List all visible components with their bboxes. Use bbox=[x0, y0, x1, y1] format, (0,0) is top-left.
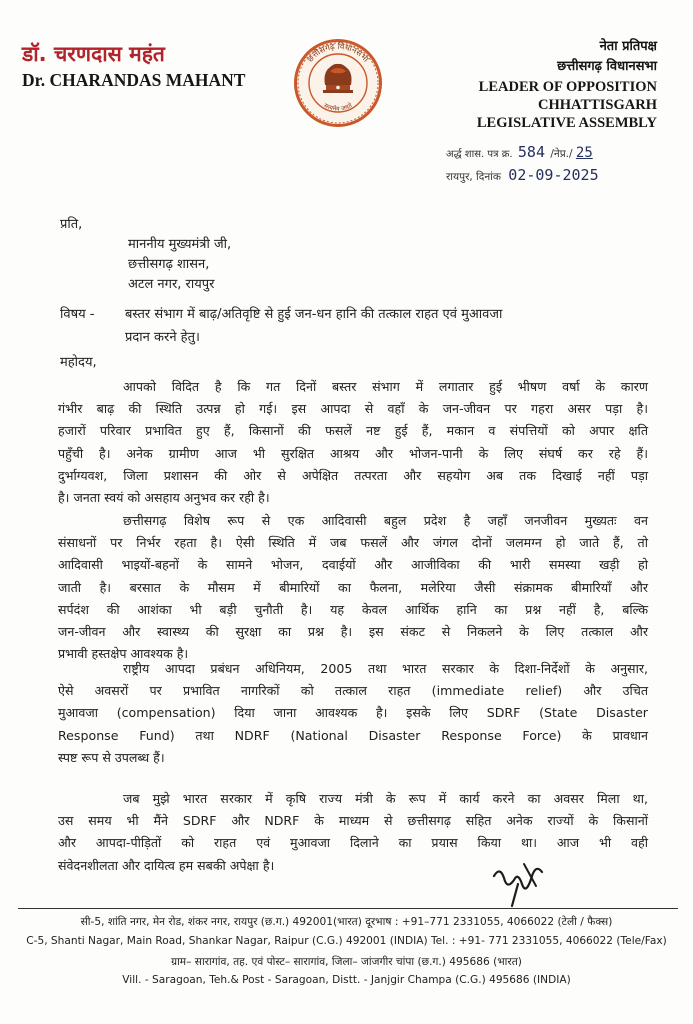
letter-date bbox=[446, 166, 599, 184]
addressee-line: अटल नगर, रायपुर bbox=[128, 277, 215, 292]
designation-hindi: नेता प्रतिपक्ष bbox=[599, 39, 657, 54]
footer-address-english: C-5, Shanti Nagar, Main Road, Shankar Nagar, Raipur (C.G.) 492001 (INDIA) Tel. : +91- 771 2331055, 4066022 (Tele/Fax) bbox=[26, 935, 667, 947]
emblem-ring-text: छत्तीसगढ़ विधानसभा bbox=[304, 40, 372, 64]
paragraph-line: छत्तीसगढ़ विशेष रूप से एक आदिवासी बहुल प्रदेश है जहाँ जनजीवन मुख्यतः वन bbox=[123, 513, 648, 528]
state-english: CHHATTISGARH bbox=[538, 97, 657, 113]
paragraph-line: आदिवासी भाइयों-बहनों के सामने भोजन, दवाईयों और आजीविका की भारी समस्या खड़ी हो bbox=[58, 557, 648, 573]
paragraph-line: हजारों परिवार प्रभावित हुए हैं, किसानों की फसलें नष्ट हुई हैं, मकान व संपत्तियों को अपार क्षति bbox=[58, 423, 648, 439]
paragraph-line: Response Fund) तथा NDRF (National Disaster Response Force) के प्रावधान bbox=[58, 727, 648, 743]
paragraph-line: गंभीर बाढ़ की स्थिति उत्पन्न हो गई। इस आपदा से वहाँ के जन-जीवन पर गहरा असर पड़ा है। bbox=[58, 401, 648, 417]
subject-line: बस्तर संभाग में बाढ़/अतिवृष्टि से हुई जन-धन हानि की तत्काल राहत एवं मुआवजा bbox=[125, 307, 503, 322]
footer-village-english: Vill. - Saragoan, Teh.& Post - Saragoan, Distt. - Janjgir Champa (C.G.) 495686 (INDIA) bbox=[122, 974, 571, 986]
sender-name-english: Dr. CHARANDAS MAHANT bbox=[22, 70, 246, 90]
date-value: 02-09-2025 bbox=[508, 166, 599, 184]
paragraph-line: प्रभावी हस्तक्षेप आवश्यक है। bbox=[58, 646, 189, 662]
salutation: महोदय, bbox=[60, 355, 97, 370]
assembly-emblem bbox=[292, 37, 384, 129]
paragraph-line: सर्पदंश की आशंका भी बड़ी चुनौती है। यह केवल आर्थिक हानि का प्रश्न नहीं है, बल्कि bbox=[58, 601, 648, 617]
addressee-line: छत्तीसगढ़ शासन, bbox=[128, 257, 210, 272]
subject-label: विषय - bbox=[60, 307, 95, 322]
date-label: रायपुर, दिनांक bbox=[446, 171, 501, 183]
reference-label: अर्द्ध शास. पत्र क्र. bbox=[446, 149, 513, 160]
paragraph-line: मुआवजा (compensation) दिया जाना आवश्यक है। इसके लिए SDRF (State Disaster bbox=[58, 705, 648, 721]
body-paragraph bbox=[58, 510, 648, 665]
paragraph-line: और आपदा-पीड़ितों को राहत एवं मुआवजा दिलाने का प्रयास किया था। आज भी वही bbox=[58, 835, 648, 851]
footer-address-hindi: सी-5, शांति नगर, मेन रोड, शंकर नगर, रायपुर (छ.ग.) 492001(भारत) दूरभाष : +91–771 2331055, 4066022 (टेली / फैक्स) bbox=[80, 916, 613, 928]
reference-number-value: 584 bbox=[517, 143, 545, 161]
sender-name-hindi: डॉ. चरणदास महंत bbox=[22, 42, 165, 66]
body-paragraph bbox=[58, 658, 648, 769]
paragraph-line: दुर्भाग्यवश, जिला प्रशासन की ओर से अपेक्षित तत्परता और सहयोग अब तक दिखाई नहीं पड़ा bbox=[58, 467, 648, 483]
paragraph-line: है। जनता स्वयं को असहाय अनुभव कर रही है। bbox=[58, 490, 270, 506]
reference-mid: /नेप्र./ bbox=[550, 148, 573, 160]
paragraph-line: पहुँची है। अनेक ग्रामीण आज भी सुरक्षित आश्रय और भोजन-पानी के लिए संघर्ष कर रहे हैं। bbox=[58, 445, 648, 461]
emblem-motto: सत्यमेव जयते bbox=[322, 102, 354, 113]
handwritten-signature bbox=[484, 858, 554, 910]
reference-year: 25 bbox=[575, 145, 593, 161]
paragraph-line: जाती है। बरसात के मौसम में बीमारियों का फैलना, मलेरिया जैसी संक्रामक बीमारियाँ और bbox=[58, 579, 648, 595]
subject-line: प्रदान करने हेतु। bbox=[125, 330, 200, 345]
paragraph-line: संसाधनों पर निर्भर रहता है। ऐसी स्थिति में जब फसलें और जंगल दोनों जलमग्न हो जाते हैं, तो bbox=[58, 535, 648, 551]
addressee-line: माननीय मुख्यमंत्री जी, bbox=[128, 237, 232, 252]
paragraph-line: जन-जीवन और स्वास्थ्य की सुरक्षा का प्रश्न है। इस संकट से निकलने के लिए तत्काल और bbox=[58, 624, 648, 640]
body-paragraph bbox=[58, 788, 648, 877]
paragraph-line: उस समय भी मैंने SDRF और NDRF के माध्यम से छत्तीसगढ़ सहित अनेक राज्यों के किसानों bbox=[58, 813, 648, 829]
paragraph-line: संवेदनशीलता और दायित्व हम सबकी अपेक्षा है। bbox=[58, 857, 275, 873]
paragraph-line: ऐसे अवसरों पर प्रभावित नागरिकों को तत्काल राहत (immediate relief) और उचित bbox=[58, 683, 648, 699]
paragraph-line: स्पष्ट रूप से उपलब्ध हैं। bbox=[58, 749, 165, 765]
reference-number bbox=[446, 143, 593, 161]
to-label: प्रति, bbox=[60, 217, 83, 232]
designation-english: LEADER OF OPPOSITION bbox=[478, 79, 657, 95]
paragraph-line: आपको विदित है कि गत दिनों बस्तर संभाग में लगातार हुई भीषण वर्षा के कारण bbox=[123, 379, 648, 394]
body-paragraph bbox=[58, 376, 648, 509]
assembly-hindi: छत्तीसगढ़ विधानसभा bbox=[557, 59, 657, 74]
footer-village-hindi: ग्राम– सारागांव, तह. एवं पोस्ट– सारागांव, जिला– जांजगीर चांपा (छ.ग.) 495686 (भारत) bbox=[171, 956, 522, 968]
paragraph-line: जब मुझे भारत सरकार में कृषि राज्य मंत्री के रूप में कार्य करने का अवसर मिला था, bbox=[123, 791, 648, 806]
paragraph-line: राष्ट्रीय आपदा प्रबंधन अधिनियम, 2005 तथा भारत सरकार के दिशा-निर्देशों के अनुसार, bbox=[123, 661, 648, 676]
assembly-english: LEGISLATIVE ASSEMBLY bbox=[476, 115, 657, 131]
footer-divider bbox=[18, 908, 678, 909]
